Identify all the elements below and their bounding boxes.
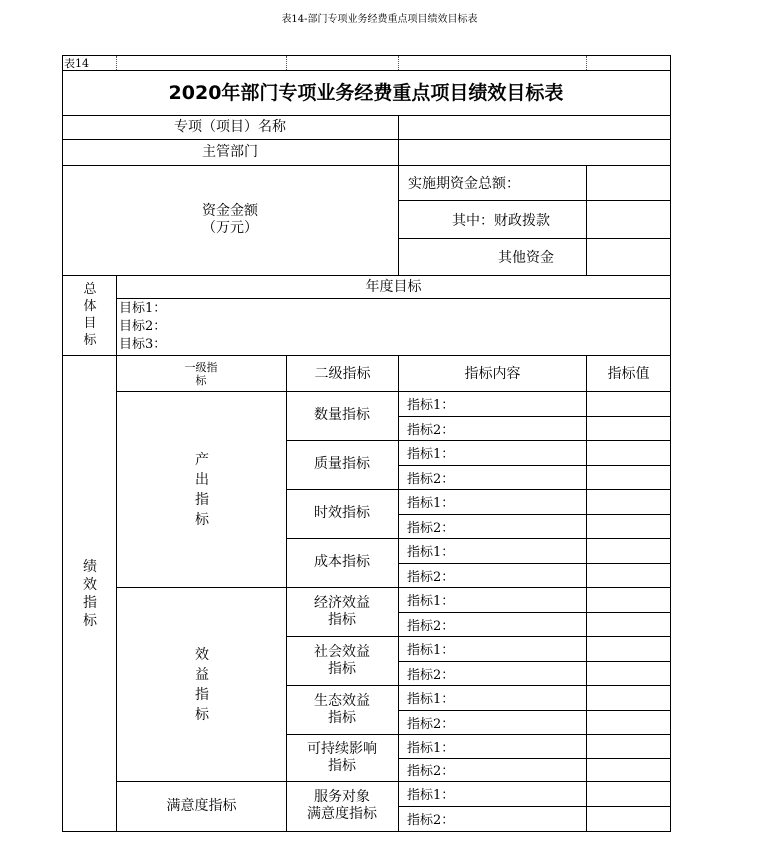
grid-line <box>286 355 287 832</box>
annual-goal-header: 年度目标 <box>365 278 422 295</box>
goal-1: 目标1： <box>119 301 167 316</box>
funds-label <box>62 166 398 274</box>
level2-indicator: 生态效益 指标 <box>314 692 370 726</box>
grid-line <box>586 165 587 276</box>
grid-line <box>62 275 671 276</box>
funds-label-text: 资金金额 <box>202 203 258 220</box>
table-title: 2020年部门专项业务经费重点项目绩效目标表 <box>168 81 564 104</box>
goal-3: 目标3： <box>119 337 167 352</box>
grid-line <box>398 200 671 201</box>
grid-line <box>398 355 399 832</box>
indicator-item: 指标2： <box>407 764 455 779</box>
grid-line <box>62 139 671 140</box>
grid-line <box>116 298 671 299</box>
sheet-caption: 表14-部门专项业务经费重点项目绩效目标表 <box>281 14 478 25</box>
benefit-indicator-label: 效益指标 <box>195 646 209 723</box>
indicator-item: 指标1： <box>407 788 455 803</box>
grid-line <box>62 831 671 832</box>
grid-line <box>62 165 671 166</box>
goal-list <box>119 300 166 354</box>
funds-fiscal-label: 其中：财政拨款 <box>452 212 550 229</box>
indicator-item: 指标2： <box>407 618 455 634</box>
table-tag: 表14 <box>64 57 89 70</box>
indicator-item: 指标1： <box>407 594 455 609</box>
goal-2: 目标2： <box>119 319 167 334</box>
indicator-item: 指标1： <box>407 545 455 560</box>
level2-indicator: 服务对象 满意度指标 <box>307 789 377 822</box>
grid-line <box>116 781 287 782</box>
value-header: 指标值 <box>607 365 650 382</box>
output-indicator-label: 产出指标 <box>195 451 209 528</box>
department-label: 主管部门 <box>202 144 258 161</box>
grid-line <box>398 115 399 276</box>
indicator-item: 指标2： <box>407 716 455 732</box>
grid-line <box>62 70 671 71</box>
indicator-item: 指标2： <box>407 471 455 487</box>
project-name-label: 专项（项目）名称 <box>174 119 286 136</box>
funds-unit-text: （万元） <box>202 220 258 236</box>
indicator-item: 指标1： <box>407 496 455 511</box>
indicator-item: 指标1： <box>407 447 455 462</box>
overall-goal-side-label: 总体目标 <box>83 282 97 348</box>
grid-line <box>116 275 117 832</box>
grid-line <box>62 115 671 116</box>
indicator-item: 指标1： <box>407 740 455 756</box>
indicator-item: 指标1： <box>407 643 455 658</box>
level1-header: 一级指标 <box>184 360 218 387</box>
level2-indicator: 可持续影响 指标 <box>307 740 377 774</box>
funds-other-label: 其他资金 <box>498 249 554 266</box>
level2-indicator: 经济效益 指标 <box>314 594 370 628</box>
performance-side-label: 绩效指标 <box>83 558 97 629</box>
level2-header: 二级指标 <box>314 365 371 382</box>
level2-indicator: 质量指标 <box>314 456 370 473</box>
grid-line <box>586 355 587 832</box>
indicator-item: 指标2： <box>407 667 455 683</box>
level2-indicator: 社会效益 指标 <box>314 643 370 677</box>
indicator-item: 指标2： <box>407 422 455 438</box>
grid-line <box>116 587 287 588</box>
level2-indicator: 成本指标 <box>314 554 370 571</box>
grid-line <box>670 55 671 832</box>
indicator-item: 指标1： <box>407 692 455 707</box>
indicator-item: 指标2： <box>407 569 455 585</box>
level2-indicator: 数量指标 <box>314 407 370 424</box>
level2-indicator: 时效指标 <box>314 505 370 522</box>
funds-total-label: 实施期资金总额： <box>408 176 520 192</box>
satisfaction-indicator-label: 满意度指标 <box>166 797 237 814</box>
indicator-item: 指标2： <box>407 813 455 828</box>
indicator-item: 指标2： <box>407 520 455 536</box>
grid-line <box>62 55 63 832</box>
indicator-item: 指标1： <box>407 398 455 413</box>
grid-line <box>398 238 671 239</box>
grid-line <box>62 55 671 56</box>
content-header: 指标内容 <box>464 365 521 382</box>
grid-line <box>62 355 671 356</box>
